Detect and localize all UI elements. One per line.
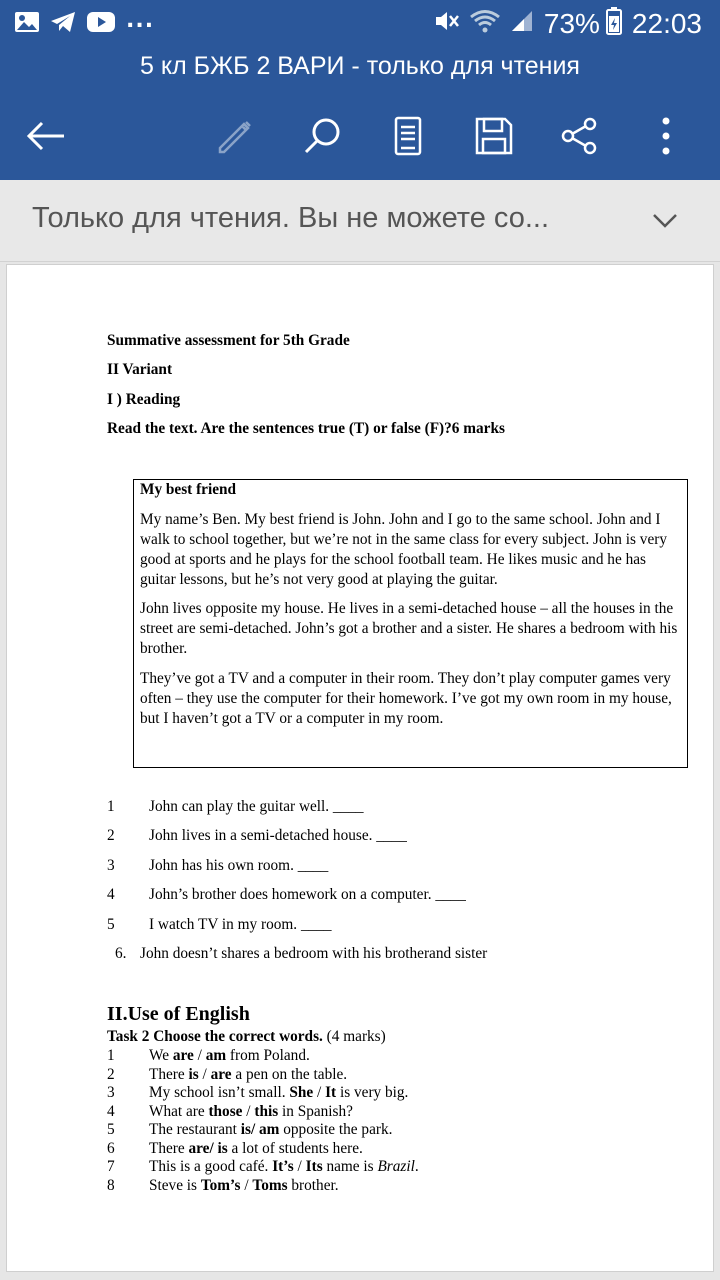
- item-text: John can play the guitar well. ____: [149, 798, 364, 815]
- reading-text-box: [133, 479, 688, 768]
- save-button[interactable]: [470, 112, 518, 160]
- item-number: 2: [107, 827, 115, 844]
- item-number: 4: [107, 1103, 115, 1120]
- item-text: John lives in a semi-detached house. ____: [149, 827, 407, 844]
- save-icon: [474, 116, 514, 156]
- mobile-view-icon: [393, 116, 423, 156]
- item-number: 5: [107, 916, 115, 933]
- edit-button[interactable]: [212, 112, 260, 160]
- youtube-icon: [86, 11, 116, 37]
- item-text: The restaurant is/ am opposite the park.: [149, 1121, 393, 1138]
- battery-icon: [606, 7, 622, 42]
- doc-instruction: Read the text. Are the sentences true (T) or false (F)?6 marks: [107, 420, 505, 437]
- item-number: 3: [107, 1084, 115, 1101]
- more-vertical-icon: [660, 116, 672, 156]
- search-button[interactable]: [298, 112, 346, 160]
- item-number: 3: [107, 857, 115, 874]
- notifications-more: ...: [126, 7, 155, 33]
- search-icon: [302, 116, 342, 156]
- app-bar: [0, 0, 720, 180]
- share-button[interactable]: [555, 112, 603, 160]
- item-number: 1: [107, 1047, 115, 1064]
- toolbar: [0, 108, 720, 164]
- item-text: John’s brother does homework on a computer. ____: [149, 886, 466, 903]
- item-number: 6: [107, 1140, 115, 1157]
- read-only-banner[interactable]: [0, 180, 720, 262]
- item-number: 7: [107, 1158, 115, 1175]
- section-heading-use-of-english: II.Use of English: [107, 1003, 250, 1025]
- item-text: My school isn’t small. She / It is very big.: [149, 1084, 409, 1101]
- back-arrow-icon: [26, 120, 66, 152]
- item-text: There are/ is a lot of students here.: [149, 1140, 363, 1157]
- task2-bold: Task 2 Choose the correct words.: [107, 1028, 323, 1045]
- item-number: 4: [107, 886, 115, 903]
- pencil-icon: [216, 116, 256, 156]
- doc-heading-assessment: Summative assessment for 5th Grade: [107, 332, 350, 349]
- document-page[interactable]: [6, 264, 714, 1272]
- item-text: John has his own room. ____: [149, 857, 329, 874]
- battery-percent: 73%: [543, 8, 600, 39]
- status-bar: [0, 0, 720, 48]
- box-title: My best friend: [140, 481, 237, 498]
- item-number: 8: [107, 1177, 115, 1194]
- item-number: 2: [107, 1066, 115, 1083]
- item-text: I watch TV in my room. ____: [149, 916, 332, 933]
- task2-instruction: [107, 1028, 386, 1046]
- document-title: 5 кл БЖБ 2 ВАРИ - только для чтения: [140, 52, 580, 80]
- item-text: There is / are a pen on the table.: [149, 1066, 348, 1083]
- item-number: 6.: [115, 945, 127, 962]
- item-text: What are those / this in Spanish?: [149, 1103, 353, 1120]
- item-text: Steve is Tom’s / Toms brother.: [149, 1177, 339, 1194]
- doc-heading-reading: I ) Reading: [107, 391, 181, 408]
- signal-icon: [510, 8, 534, 40]
- more-options-button[interactable]: [642, 112, 690, 160]
- gallery-icon: [14, 11, 40, 37]
- reading-paragraph: They’ve got a TV and a computer in their room. They don’t play computer games very often – they use the computer for their homework. I’ve got my own room in my house, but I haven’t got a TV or a computer in my room.: [140, 670, 672, 727]
- mobile-view-button[interactable]: [384, 112, 432, 160]
- share-icon: [559, 116, 599, 156]
- item-number: 5: [107, 1121, 115, 1138]
- item-text: We are / am from Poland.: [149, 1047, 310, 1064]
- read-only-message: Только для чтения. Вы не можете со...: [32, 202, 550, 234]
- clock: 22:03: [631, 8, 702, 39]
- task2-marks: (4 marks): [322, 1028, 386, 1045]
- item-text: This is a good café. It’s / Its name is Brazil.: [149, 1158, 419, 1175]
- back-button[interactable]: [22, 112, 70, 160]
- reading-paragraph: John lives opposite my house. He lives in a semi-detached house – all the houses in the street are semi-detached. John’s got a brother and a sister. He shares a bedroom with his brother.: [140, 600, 678, 657]
- item-number: 1: [107, 798, 115, 815]
- reading-paragraph: My name’s Ben. My best friend is John. John and I go to the same school. John and I walk to school together, but we’re not in the same class for every subject. John is very good at sports and he plays for the school football team. He likes music and he has guitar lessons, but he’s not very good at playing the guitar.: [140, 511, 667, 588]
- doc-heading-variant: II Variant: [107, 361, 173, 378]
- mute-icon: [434, 8, 460, 41]
- wifi-icon: [470, 8, 500, 40]
- telegram-icon: [50, 11, 76, 37]
- chevron-down-icon[interactable]: [650, 206, 680, 236]
- item-text: John doesn’t shares a bedroom with his brotherand sister: [140, 945, 488, 962]
